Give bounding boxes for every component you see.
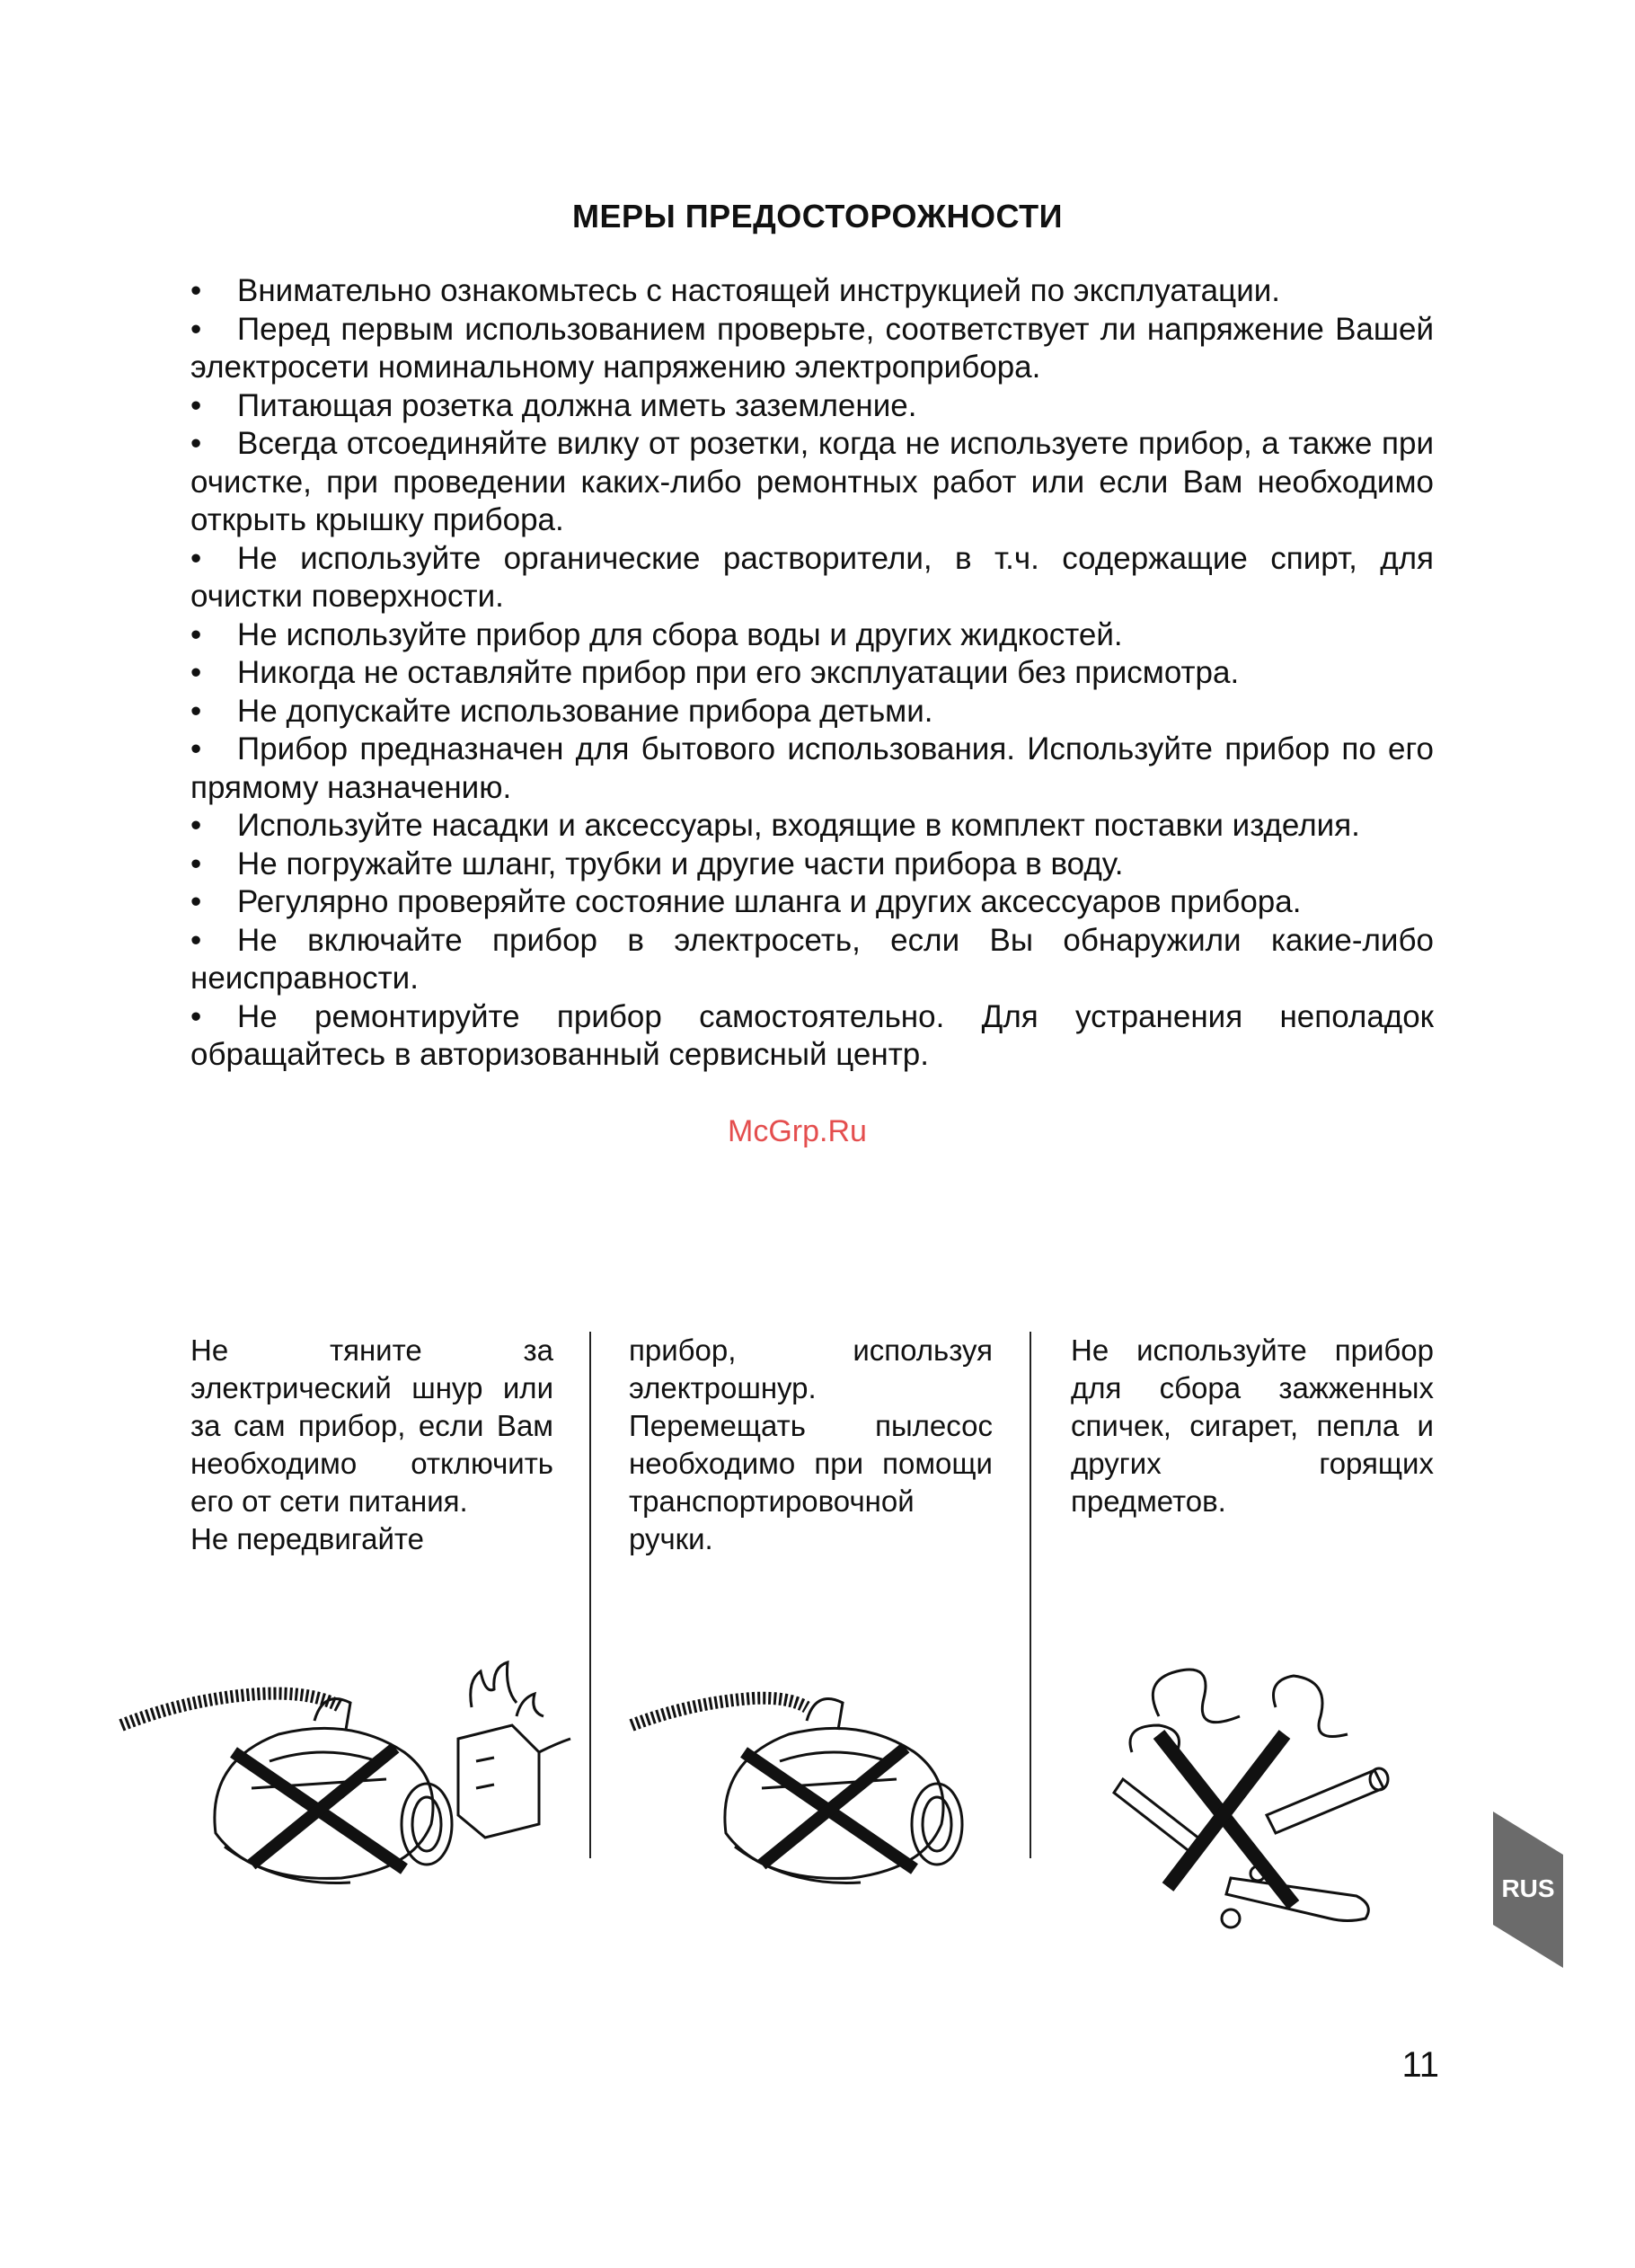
column-1-text: Не тяните за электрический шнур или за сам прибор, если Вам необходимо отключить его от сети питания. Не передвигайте	[190, 1333, 553, 1555]
column-2-text: прибор, используя электрошнур. Перемещать пылесос необходимо при помощи транспортировочной ручки.	[629, 1333, 993, 1555]
list-item: • Не допускайте использование прибора детьми.	[190, 693, 1434, 731]
bullet: •	[190, 693, 202, 729]
bullet: •	[190, 846, 202, 882]
bullet: •	[190, 311, 202, 347]
column-divider	[589, 1332, 591, 1858]
list-item: • Не погружайте шланг, трубки и другие части прибора в воду.	[190, 846, 1434, 884]
list-item: • Используйте насадки и аксессуары, входящие в комплект поставки изделия.	[190, 807, 1434, 846]
bullet: •	[190, 998, 202, 1034]
list-item: • Никогда не оставляйте прибор при его эксплуатации без присмотра.	[190, 654, 1434, 693]
list-item: • Не включайте прибор в электросеть, если Вы обнаружили какие-либо неисправности.	[190, 922, 1434, 996]
list-item: • Регулярно проверяйте состояние шланга и других аксессуаров прибора.	[190, 883, 1434, 922]
bullet: •	[190, 922, 202, 958]
bullet: •	[190, 273, 202, 308]
bullet: •	[190, 426, 202, 461]
watermark: McGrp.Ru	[728, 1114, 867, 1148]
vacuum-cleaner-crossed-out-icon	[627, 1653, 986, 1914]
list-item: • Не ремонтируйте прибор самостоятельно. Для устранения неполадок обращайтесь в авторизованный сервисный центр.	[190, 998, 1434, 1072]
page-title: МЕРЫ ПРЕДОСТОРОЖНОСТИ	[571, 198, 1064, 235]
bullet: •	[190, 731, 202, 766]
list-item: • Всегда отсоединяйте вилку от розетки, когда не используете прибор, а также при очистке, при проведении каких-либо ремонтных работ или если Вам необходимо открыть крышку прибора.	[190, 426, 1434, 537]
bullet: •	[190, 387, 202, 423]
list-item: • Питающая розетка должна иметь заземление.	[190, 387, 1434, 426]
column-3-text: Не используйте прибор для сбора зажженных спичек, сигарет, пепла и других горящих предметов.	[1071, 1333, 1434, 1518]
bullet: •	[190, 540, 202, 576]
column-divider	[1030, 1332, 1031, 1858]
list-item: • Перед первым использованием проверьте, соответствует ли напряжение Вашей электросети номинальному напряжению электроприбора.	[190, 311, 1434, 385]
page-number: 11	[1401, 2045, 1439, 2085]
list-item: • Не используйте прибор для сбора воды и других жидкостей.	[190, 616, 1434, 655]
bullet: •	[190, 884, 202, 919]
bullet: •	[190, 808, 202, 843]
list-item: • Не используйте органические растворители, в т.ч. содержащие спирт, для очистки поверхности.	[190, 540, 1434, 614]
precautions-list	[190, 272, 1434, 1075]
burning-cigarettes-crossed-out-icon	[1105, 1662, 1401, 1932]
list-item: • Внимательно ознакомьтесь с настоящей инструкцией по эксплуатации.	[190, 272, 1434, 311]
bullet: •	[190, 655, 202, 690]
language-tab: RUS	[1493, 1812, 1563, 1968]
list-item: • Прибор предназначен для бытового использования. Используйте прибор по его прямому назначению.	[190, 731, 1434, 805]
vacuum-cleaner-crossed-out-plug-icon	[117, 1653, 575, 1914]
bullet: •	[190, 616, 202, 652]
